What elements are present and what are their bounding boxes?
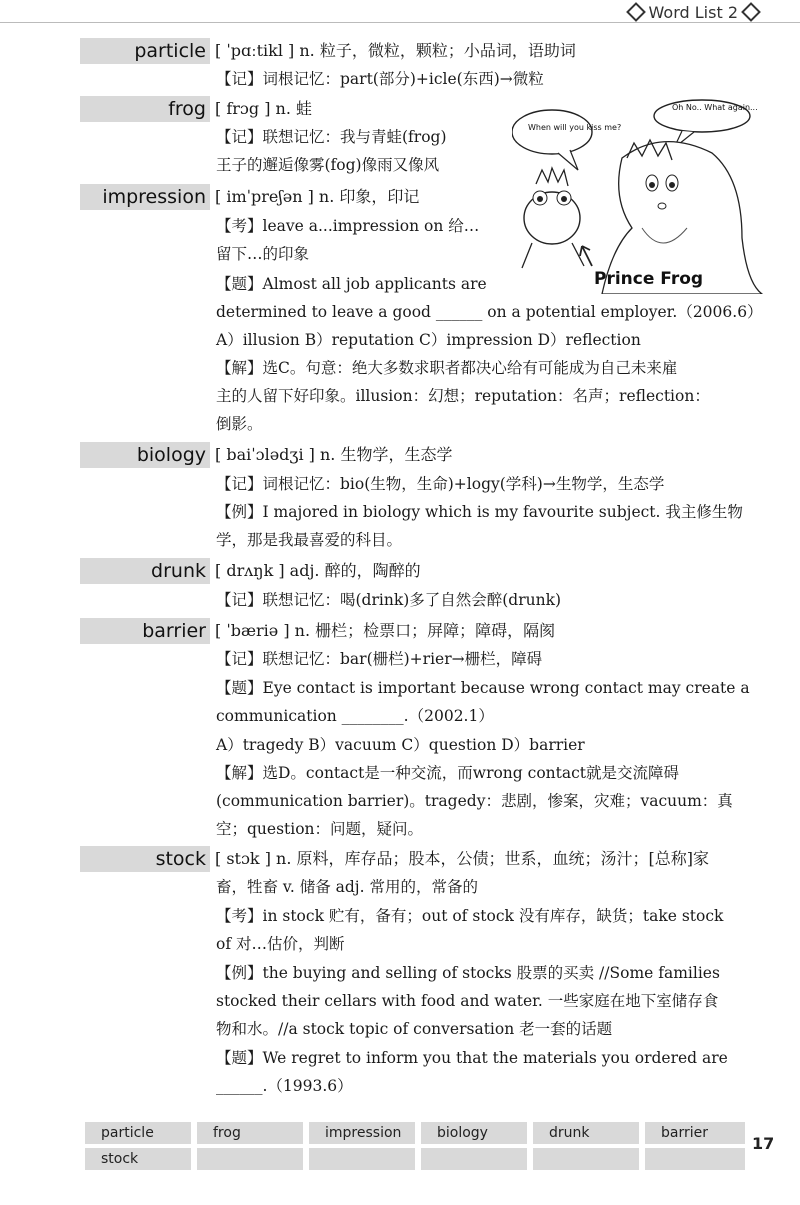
footer-word-index [85, 1122, 745, 1170]
definition: [ ˈpɑːtikl ] n. 粒子，微粒，颗粒；小品词，语助词 [215, 41, 576, 60]
note-line: 【记】联想记忆：我与青蛙(frog) [216, 128, 447, 146]
headword: particle [80, 38, 210, 64]
note-line: 学，那是我最喜爱的科目。 [216, 531, 403, 549]
note-line: 【考】leave a...impression on 给… [216, 217, 480, 235]
note-line: ______.（1993.6） [216, 1077, 353, 1095]
footer-word: barrier [645, 1122, 745, 1144]
footer-word: particle [85, 1122, 191, 1144]
footer-blank-cell [421, 1148, 527, 1170]
running-header [629, 0, 758, 24]
footer-blank-cell [309, 1148, 415, 1170]
note-line: communication ________.（2002.1） [216, 707, 494, 725]
diamond-icon [626, 2, 646, 22]
note-line: 【记】联想记忆：bar(栅栏)+rier→栅栏，障碍 [216, 650, 543, 668]
note-line: 【例】I majored in biology which is my favourite subject. 我主修生物 [216, 503, 743, 521]
note-line: stocked their cellars with food and water. 一些家庭在地下室储存食 [216, 992, 719, 1010]
definition: [ stɔk ] n. 原料，库存品；股本，公债；世系，血统；汤汁；[总称]家 [215, 849, 710, 868]
note-line: 王子的邂逅像雾(fog)像雨又像风 [216, 156, 440, 174]
note-line: 畜，牲畜 v. 储备 adj. 常用的，常备的 [216, 878, 478, 896]
frog-figure [524, 192, 580, 244]
bubble-right-text: Oh No.. What again... [672, 103, 758, 112]
diamond-icon [741, 2, 761, 22]
header-rule [0, 22, 800, 23]
note-line: 留下…的印象 [216, 245, 310, 263]
note-line: of 对…估价，判断 [216, 935, 345, 953]
note-line: 【记】词根记忆：bio(生物，生命)+logy(学科)→生物学，生态学 [216, 475, 665, 493]
note-line: 【记】词根记忆：part(部分)+icle(东西)→微粒 [216, 70, 544, 88]
footer-word: frog [197, 1122, 303, 1144]
note-line: 【题】Eye contact is important because wrong contact may create a [216, 679, 750, 697]
note-line: 【考】in stock 贮有，备有；out of stock 没有库存，缺货；take stock [216, 907, 724, 925]
definition: [ drʌŋk ] adj. 醉的，陶醉的 [215, 561, 421, 580]
headword: frog [80, 96, 210, 122]
footer-word: biology [421, 1122, 527, 1144]
note-line: 倒影。 [216, 415, 263, 433]
prince-frog-illustration [512, 98, 772, 294]
note-line: 【题】Almost all job applicants are [216, 275, 487, 293]
footer-word: stock [85, 1148, 191, 1170]
options-line: A）illusion B）reputation C）impression D）reflection [216, 331, 641, 349]
footer-blank-cell [645, 1148, 745, 1170]
note-line: 主的人留下好印象。illusion：幻想；reputation：名声；reflection： [216, 387, 710, 405]
definition: [ frɔg ] n. 蛙 [215, 99, 312, 118]
note-line: 【解】选C。句意：绝大多数求职者都决心给有可能成为自己未来雇 [216, 359, 678, 377]
definition: [ baiˈɔlədʒi ] n. 生物学，生态学 [215, 445, 453, 464]
header-title: Word List 2 [648, 2, 738, 22]
headword: stock [80, 846, 210, 872]
headword: barrier [80, 618, 210, 644]
bubble-left-text: When will you kiss me? [528, 123, 622, 132]
headword: impression [80, 184, 210, 210]
cartoon-caption: Prince Frog [594, 269, 704, 289]
page-number: 17 [752, 1134, 775, 1153]
note-line: (communication barrier)。tragedy：悲剧，惨案，灾难；vacuum：真 [216, 792, 733, 810]
note-line: determined to leave a good ______ on a potential employer.（2006.6） [216, 303, 763, 321]
frog-crown-icon [536, 168, 568, 186]
note-line: 【记】联想记忆：喝(drink)多了自然会醉(drunk) [216, 591, 562, 609]
note-line: 【例】the buying and selling of stocks 股票的买卖 //Some families [216, 964, 720, 982]
headword: drunk [80, 558, 210, 584]
definition: [ ˈbæriə ] n. 栅栏；检票口；屏障；障碍，隔阂 [215, 621, 556, 640]
note-line: 空；question：问题，疑问。 [216, 820, 424, 838]
note-line: 【解】选D。contact是一种交流，而wrong contact就是交流障碍 [216, 764, 680, 782]
note-line: 【题】We regret to inform you that the materials you ordered are [216, 1049, 728, 1067]
footer-blank-cell [197, 1148, 303, 1170]
footer-word: drunk [533, 1122, 639, 1144]
cartoon-drawing [512, 98, 772, 294]
speech-bubble-left [512, 110, 592, 154]
definition: [ imˈpreʃən ] n. 印象，印记 [215, 187, 420, 206]
headword: biology [80, 442, 210, 468]
footer-word: impression [309, 1122, 415, 1144]
footer-blank-cell [533, 1148, 639, 1170]
options-line: A）tragedy B）vacuum C）question D）barrier [216, 736, 585, 754]
note-line: 物和水。//a stock topic of conversation 老一套的话题 [216, 1020, 613, 1038]
